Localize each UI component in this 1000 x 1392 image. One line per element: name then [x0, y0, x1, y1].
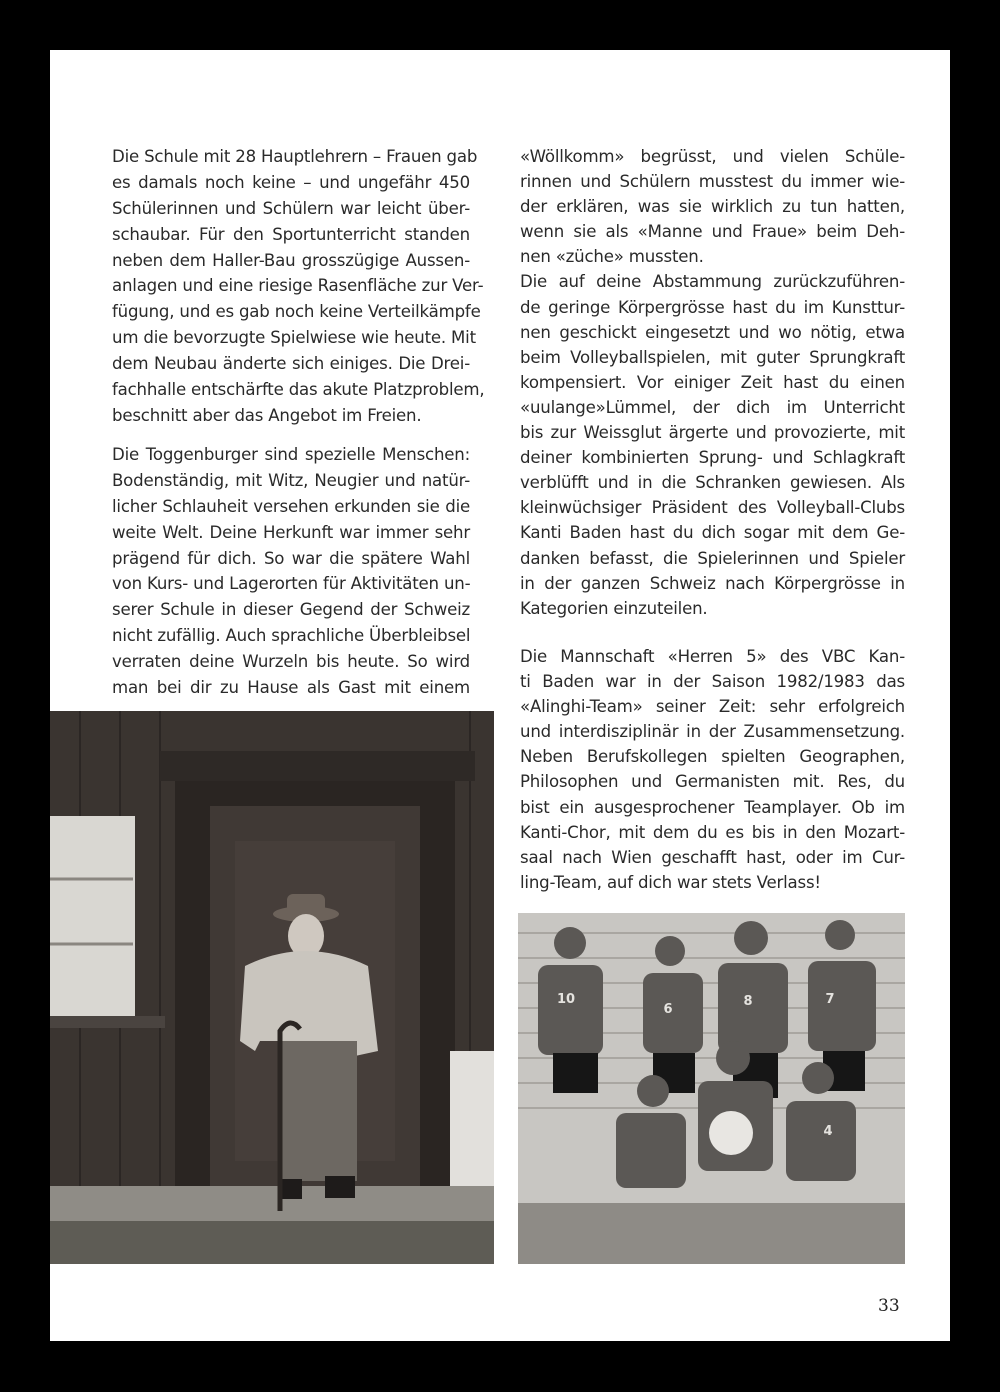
text-line: serer Schule in dieser Gegend der Schweiz — [112, 600, 470, 620]
text-line: verblüfft und in die Schranken gewiesen. Als — [520, 473, 905, 493]
text-line: Kanti-Chor, mit dem du es bis in den Mozart- — [520, 822, 905, 842]
jersey-number: 4 — [823, 1124, 833, 1139]
text-line: von Kurs- und Lagerorten für Aktivitäten un- — [112, 574, 471, 594]
text-line: kleinwüchsiger Präsident des Volleyball-Clubs — [520, 498, 905, 518]
text-line: kompensiert. Vor einiger Zeit hast du einen — [520, 372, 905, 392]
text-line: rinnen und Schülern musstest du immer wie- — [520, 172, 905, 192]
text-line: Die Mannschaft «Herren 5» des VBC Kan- — [520, 647, 905, 666]
right-paragraph-2 — [520, 644, 905, 895]
text-line: Die Toggenburger sind spezielle Menschen: — [112, 445, 470, 464]
text-line: Kategorien einzuteilen. — [520, 598, 708, 618]
text-line: weite Welt. Deine Herkunft war immer sehr — [112, 522, 470, 542]
text-line: ling-Team, auf dich war stets Verlass! — [520, 872, 821, 892]
text-line: Die Schule mit 28 Hauptlehrern – Frauen gab — [112, 147, 478, 166]
text-line: prägend für dich. So war die spätere Wahl — [112, 548, 470, 568]
jersey-number: 6 — [663, 1002, 673, 1017]
text-line: es damals noch keine – und ungefähr 450 — [112, 172, 470, 192]
text-line: neben dem Haller-Bau grosszügige Aussen- — [112, 250, 470, 270]
text-line: nen «züche» mussten. — [520, 247, 704, 267]
text-line: fachhalle entschärfte das akute Platzproblem, — [112, 380, 485, 400]
text-line: Bodenständig, mit Witz, Neugier und natür- — [112, 470, 470, 490]
text-line: man bei dir zu Hause als Gast mit einem — [112, 678, 470, 698]
text-line: de geringe Körpergrösse hast du im Kunsttur- — [520, 297, 905, 317]
text-line: licher Schlauheit versehen erkunden sie die — [112, 496, 470, 516]
text-line: «Wöllkomm» begrüsst, und vielen Schüle- — [520, 147, 905, 166]
document-page — [50, 50, 950, 1341]
jersey-number: 7 — [825, 992, 835, 1007]
text-line: dem Neubau änderte sich einiges. Die Drei- — [112, 354, 470, 374]
text-line: nicht zufällig. Auch sprachliche Überbleibsel — [112, 626, 471, 646]
jersey-number: 10 — [556, 992, 576, 1007]
text-line: um die bevorzugte Spielwiese wie heute. Mit — [112, 328, 476, 348]
text-line: deiner kombinierten Sprung- und Schlagkraft — [520, 448, 905, 468]
text-line: bist ein ausgesprochener Teamplayer. Ob im — [520, 797, 905, 817]
text-line: wenn sie als «Manne und Fraue» beim Deh- — [520, 222, 905, 242]
page-number: 33 — [878, 1296, 900, 1316]
text-line: Die auf deine Abstammung zurückzuführen- — [520, 272, 905, 292]
text-line: nen geschickt eingesetzt und wo nötig, etwa — [520, 322, 905, 342]
left-paragraph-2 — [112, 442, 470, 701]
text-line: Kanti Baden hast du dich sogar mit dem Ge- — [520, 523, 905, 543]
text-line: Neben Berufskollegen spielten Geographen, — [520, 747, 905, 767]
text-line: saal nach Wien geschafft hast, oder im Cur- — [520, 847, 905, 867]
text-line: beim Volleyballspielen, mit guter Sprungkraft — [520, 347, 905, 367]
text-line: bis zur Weissglut ärgerte und provozierte, mit — [520, 423, 905, 443]
text-line: beschnitt aber das Angebot im Freien. — [112, 405, 422, 425]
text-line: ti Baden war in der Saison 1982/1983 das — [520, 672, 905, 692]
text-line: verraten deine Wurzeln bis heute. So wird — [112, 652, 470, 672]
text-line: fügung, und es gab noch keine Verteilkämpfe — [112, 302, 481, 322]
text-line: der erklären, was sie wirklich zu tun hatten, — [520, 197, 905, 217]
text-line: und interdisziplinär in der Zusammensetzung. — [520, 722, 905, 742]
text-line: danken befasst, die Spielerinnen und Spieler — [520, 548, 905, 568]
text-line: anlagen und eine riesige Rasenfläche zur Ver- — [112, 276, 484, 296]
text-line: in der ganzen Schweiz nach Körpergrösse in — [520, 573, 905, 593]
left-paragraph-1 — [112, 144, 485, 429]
text-line: Philosophen und Germanisten mit. Res, du — [520, 772, 905, 792]
text-line: «uulange»Lümmel, der dich im Unterricht — [520, 397, 905, 417]
text-line: schaubar. Für den Sportunterricht standen — [112, 224, 470, 244]
photo-volleyball-team — [518, 913, 905, 1264]
photo-old-man-at-door — [50, 711, 494, 1264]
right-paragraph-1 — [520, 144, 905, 621]
text-line: «Alinghi-Team» seiner Zeit: sehr erfolgreich — [520, 697, 905, 717]
jersey-number: 8 — [743, 994, 753, 1009]
text-line: Schülerinnen und Schülern war leicht über- — [112, 198, 470, 218]
